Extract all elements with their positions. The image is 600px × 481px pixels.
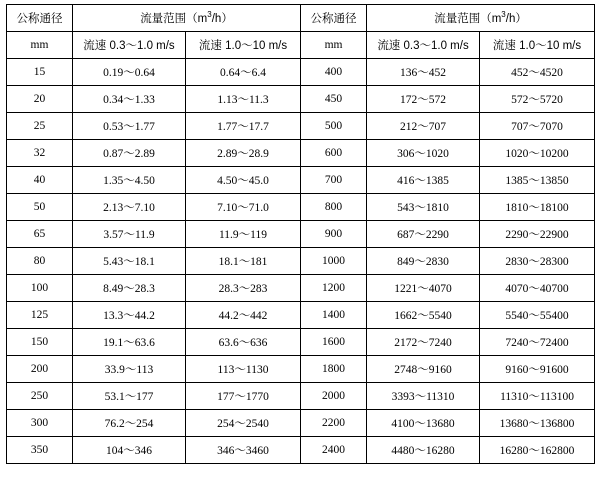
cell-nominal-diameter: 200 (7, 356, 73, 383)
cell-flow-range: 1.77～17.7 (186, 113, 301, 140)
header-range-left-prefix: 流量范围（m (140, 13, 208, 25)
cell-nominal-diameter: 50 (7, 194, 73, 221)
cell-flow-range: 1020～10200 (480, 140, 595, 167)
header-dn-right: 公称通径 (301, 5, 367, 32)
cell-flow-range: 0.87～2.89 (73, 140, 186, 167)
cell-flow-range: 0.34～1.33 (73, 86, 186, 113)
cell-flow-range: 2830～28300 (480, 248, 595, 275)
cell-nominal-diameter: 32 (7, 140, 73, 167)
cell-flow-range: 1.13～11.3 (186, 86, 301, 113)
header-range-left-suffix: /h） (211, 13, 233, 25)
table-row (7, 248, 595, 275)
cell-flow-range: 4070～40700 (480, 275, 595, 302)
cell-flow-range: 11310～113100 (480, 383, 595, 410)
cell-nominal-diameter: 20 (7, 86, 73, 113)
flow-range-table (6, 4, 595, 464)
table-row (7, 86, 595, 113)
cell-flow-range: 1385～13850 (480, 167, 595, 194)
cell-nominal-diameter: 800 (301, 194, 367, 221)
table-row (7, 410, 595, 437)
cell-nominal-diameter: 100 (7, 275, 73, 302)
cell-nominal-diameter: 450 (301, 86, 367, 113)
cell-flow-range: 543～1810 (367, 194, 480, 221)
cell-flow-range: 16280～162800 (480, 437, 595, 464)
cell-flow-range: 452～4520 (480, 59, 595, 86)
table-row (7, 356, 595, 383)
table-header (7, 5, 595, 59)
cell-nominal-diameter: 500 (301, 113, 367, 140)
cell-flow-range: 3393～11310 (367, 383, 480, 410)
cell-flow-range: 346～3460 (186, 437, 301, 464)
cell-flow-range: 416～1385 (367, 167, 480, 194)
cell-flow-range: 136～452 (367, 59, 480, 86)
cell-nominal-diameter: 1200 (301, 275, 367, 302)
cell-flow-range: 2.89～28.9 (186, 140, 301, 167)
table-row (7, 59, 595, 86)
cell-nominal-diameter: 2400 (301, 437, 367, 464)
cell-nominal-diameter: 2200 (301, 410, 367, 437)
cell-flow-range: 7.10～71.0 (186, 194, 301, 221)
cell-flow-range: 2290～22900 (480, 221, 595, 248)
cell-flow-range: 0.53～1.77 (73, 113, 186, 140)
cell-flow-range: 9160～91600 (480, 356, 595, 383)
cell-flow-range: 11.9～119 (186, 221, 301, 248)
cell-nominal-diameter: 300 (7, 410, 73, 437)
cell-nominal-diameter: 125 (7, 302, 73, 329)
cell-flow-range: 4480～16280 (367, 437, 480, 464)
cell-nominal-diameter: 80 (7, 248, 73, 275)
cell-flow-range: 113～1130 (186, 356, 301, 383)
cell-nominal-diameter: 1600 (301, 329, 367, 356)
cell-flow-range: 5540～55400 (480, 302, 595, 329)
header-range-right-prefix: 流量范围（m (434, 13, 502, 25)
header-range-right-sup: 3 (501, 10, 506, 20)
table-row (7, 302, 595, 329)
header-dn-left: 公称通径 (7, 5, 73, 32)
cell-flow-range: 1662～5540 (367, 302, 480, 329)
cell-nominal-diameter: 700 (301, 167, 367, 194)
cell-flow-range: 4100～13680 (367, 410, 480, 437)
cell-flow-range: 572～5720 (480, 86, 595, 113)
cell-nominal-diameter: 600 (301, 140, 367, 167)
table-row (7, 167, 595, 194)
cell-flow-range: 1221～4070 (367, 275, 480, 302)
cell-flow-range: 0.19～0.64 (73, 59, 186, 86)
cell-nominal-diameter: 150 (7, 329, 73, 356)
cell-flow-range: 76.2～254 (73, 410, 186, 437)
table-row (7, 194, 595, 221)
header-row-group (7, 5, 595, 32)
cell-nominal-diameter: 1000 (301, 248, 367, 275)
header-unit-mm-left: mm (7, 32, 73, 59)
header-row-units (7, 32, 595, 59)
cell-flow-range: 8.49～28.3 (73, 275, 186, 302)
cell-flow-range: 2172～7240 (367, 329, 480, 356)
cell-nominal-diameter: 900 (301, 221, 367, 248)
table-row (7, 140, 595, 167)
cell-flow-range: 13680～136800 (480, 410, 595, 437)
header-range-right (367, 5, 595, 32)
cell-nominal-diameter: 25 (7, 113, 73, 140)
cell-flow-range: 7240～72400 (480, 329, 595, 356)
table-body (7, 59, 595, 464)
cell-flow-range: 707～7070 (480, 113, 595, 140)
table-row (7, 275, 595, 302)
cell-nominal-diameter: 350 (7, 437, 73, 464)
cell-flow-range: 177～1770 (186, 383, 301, 410)
cell-flow-range: 687～2290 (367, 221, 480, 248)
cell-flow-range: 53.1～177 (73, 383, 186, 410)
cell-flow-range: 254～2540 (186, 410, 301, 437)
cell-flow-range: 104～346 (73, 437, 186, 464)
header-velocity-high-left: 流速 1.0～10 m/s (186, 32, 301, 59)
cell-flow-range: 5.43～18.1 (73, 248, 186, 275)
cell-flow-range: 1.35～4.50 (73, 167, 186, 194)
header-range-left (73, 5, 301, 32)
cell-flow-range: 172～572 (367, 86, 480, 113)
cell-flow-range: 2.13～7.10 (73, 194, 186, 221)
cell-nominal-diameter: 1400 (301, 302, 367, 329)
table-row (7, 329, 595, 356)
header-range-left-sup: 3 (207, 10, 212, 20)
cell-flow-range: 28.3～283 (186, 275, 301, 302)
cell-flow-range: 44.2～442 (186, 302, 301, 329)
cell-flow-range: 18.1～181 (186, 248, 301, 275)
cell-nominal-diameter: 1800 (301, 356, 367, 383)
cell-flow-range: 2748～9160 (367, 356, 480, 383)
cell-nominal-diameter: 65 (7, 221, 73, 248)
cell-flow-range: 33.9～113 (73, 356, 186, 383)
cell-nominal-diameter: 250 (7, 383, 73, 410)
table-row (7, 113, 595, 140)
cell-flow-range: 1810～18100 (480, 194, 595, 221)
cell-flow-range: 849～2830 (367, 248, 480, 275)
cell-flow-range: 0.64～6.4 (186, 59, 301, 86)
header-velocity-low-right: 流速 0.3～1.0 m/s (367, 32, 480, 59)
header-velocity-high-right: 流速 1.0～10 m/s (480, 32, 595, 59)
table-row (7, 437, 595, 464)
cell-nominal-diameter: 40 (7, 167, 73, 194)
cell-nominal-diameter: 2000 (301, 383, 367, 410)
header-velocity-low-left: 流速 0.3～1.0 m/s (73, 32, 186, 59)
cell-flow-range: 4.50～45.0 (186, 167, 301, 194)
table-row (7, 383, 595, 410)
header-unit-mm-right: mm (301, 32, 367, 59)
header-range-right-suffix: /h） (505, 13, 527, 25)
cell-nominal-diameter: 15 (7, 59, 73, 86)
cell-nominal-diameter: 400 (301, 59, 367, 86)
cell-flow-range: 19.1～63.6 (73, 329, 186, 356)
cell-flow-range: 13.3～44.2 (73, 302, 186, 329)
table-row (7, 221, 595, 248)
cell-flow-range: 3.57～11.9 (73, 221, 186, 248)
cell-flow-range: 212～707 (367, 113, 480, 140)
cell-flow-range: 306～1020 (367, 140, 480, 167)
cell-flow-range: 63.6～636 (186, 329, 301, 356)
